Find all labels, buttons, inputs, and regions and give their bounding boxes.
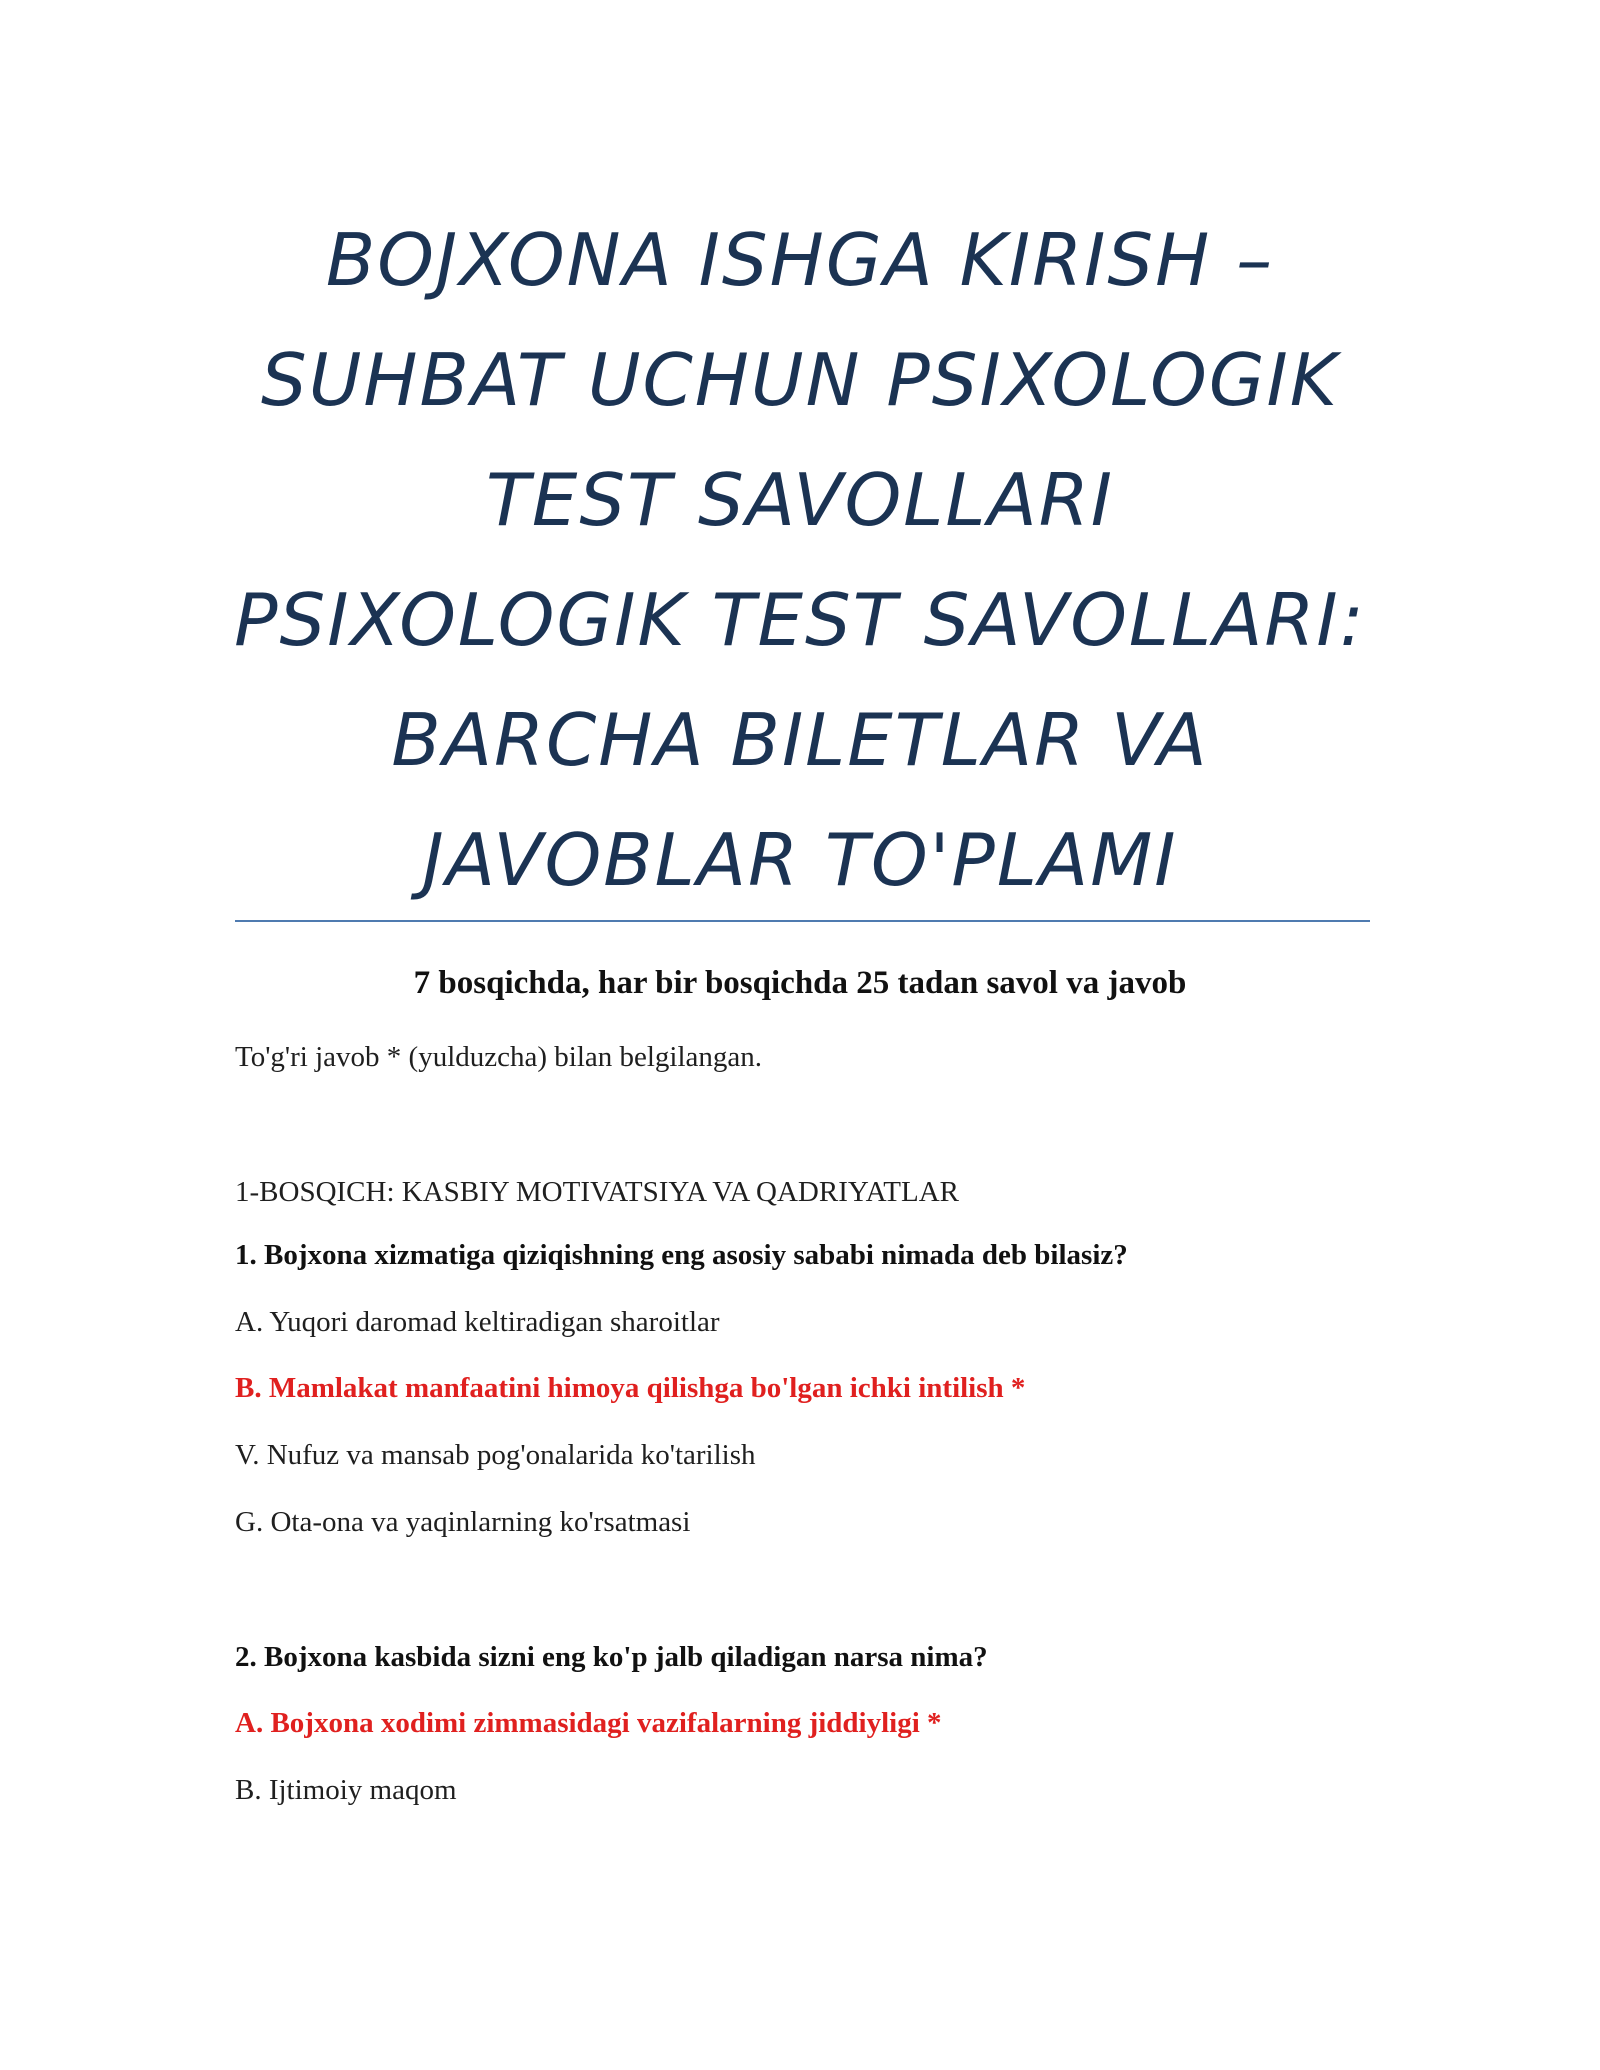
answer-option-correct: A. Bojxona xodimi zimmasidagi vazifalarning jiddiyligi * [235,1707,942,1739]
title-line: PSIXOLOGIK TEST SAVOLLARI: [234,578,1366,662]
answer-option: G. Ota-ona va yaqinlarning ko'rsatmasi [235,1506,691,1538]
answer-option: V. Nufuz va mansab pog'onalarida ko'tarilish [235,1439,756,1471]
title-line: TEST SAVOLLARI [485,458,1115,542]
answer-key-note: To'g'ri javob * (yulduzcha) bilan belgilangan. [235,1041,763,1073]
question-text: 1. Bojxona xizmatiga qiziqishning eng asosiy sababi nimada deb bilasiz? [235,1239,1128,1271]
title-line: BARCHA BILETLAR VA [391,698,1209,782]
answer-option: B. Ijtimoiy maqom [235,1774,457,1806]
title-line: SUHBAT UCHUN PSIXOLOGIK [261,338,1339,422]
question-text: 2. Bojxona kasbida sizni eng ko'p jalb qiladigan narsa nima? [235,1641,988,1673]
document-subtitle: 7 bosqichda, har bir bosqichda 25 tadan savol va javob [413,965,1187,1001]
answer-option: A. Yuqori daromad keltiradigan sharoitlar [235,1306,720,1338]
title-line: JAVOBLAR TO'PLAMI [422,818,1178,902]
document-title [200,200,1400,920]
title-divider [235,920,1370,922]
section-heading: 1-BOSQICH: KASBIY MOTIVATSIYA VA QADRIYATLAR [235,1176,960,1208]
title-line: BOJXONA ISHGA KIRISH – [325,218,1275,302]
answer-option-correct: B. Mamlakat manfaatini himoya qilishga bo'lgan ichki intilish * [235,1372,1026,1404]
